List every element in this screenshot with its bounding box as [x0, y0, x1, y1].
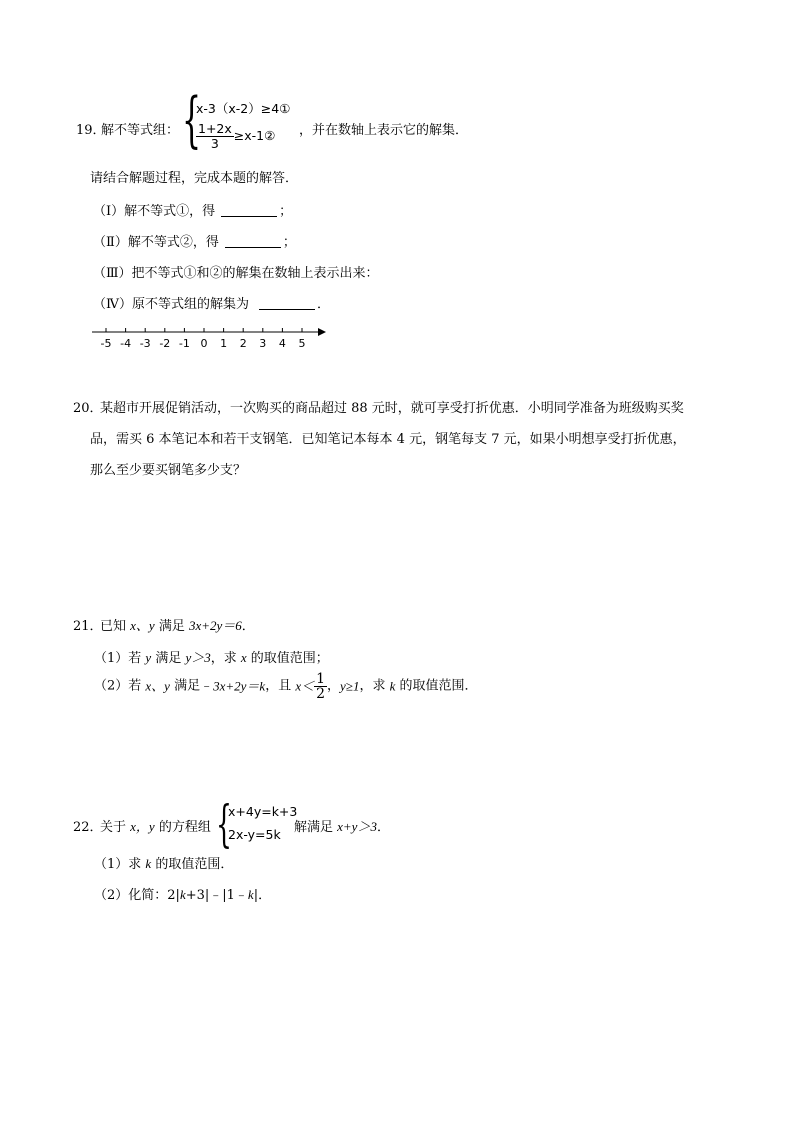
step-2	[93, 231, 296, 250]
question-line-3: 那么至少要买钢笔多少支？	[90, 463, 247, 478]
variables: x、y	[130, 618, 155, 633]
equation-1: x+4y=k+3	[228, 804, 298, 819]
inequality-1: x-3（x-2）≥4①	[196, 101, 291, 116]
text: +3|﹣|1﹣	[185, 888, 248, 903]
answer-blank-1[interactable]	[221, 204, 277, 217]
variables: x，y	[130, 819, 155, 834]
number-line-tick-label: 3	[259, 337, 267, 350]
variable: k	[389, 678, 396, 694]
text: 解满足	[294, 820, 338, 835]
question-tail: ，并在数轴上表示它的解集．	[299, 123, 469, 138]
fraction-numerator: 1	[316, 671, 326, 687]
equation-2: 2x-y=5k	[228, 827, 281, 842]
text: （1）若	[94, 651, 146, 666]
part-1	[94, 853, 233, 872]
condition: x+y＞3	[337, 819, 377, 834]
number-line-tick-label: 5	[298, 337, 306, 350]
variable: k	[145, 856, 152, 871]
part-2	[94, 672, 478, 701]
variables: x、y	[145, 678, 170, 694]
question-stem	[100, 816, 211, 835]
question-number: 22．	[73, 820, 103, 835]
equation: 3x+2y＝6	[188, 618, 242, 633]
instruction: 请结合解题过程，完成本题的解答．	[90, 171, 299, 186]
question-stem-end	[294, 816, 390, 835]
condition: y≥1	[340, 678, 360, 694]
question-number: 21．	[73, 619, 103, 634]
text: 满足﹣	[169, 678, 214, 694]
number-line-arrow	[318, 328, 326, 336]
question-stem	[100, 615, 255, 634]
question-line-1: 某超市开展促销活动，一次购买的商品超过 88 元时，就可享受打折优惠．小明同学准备为班级购买奖	[100, 401, 684, 416]
inequality-2	[196, 122, 275, 151]
text: 满足	[154, 619, 189, 634]
step-2-end: ；	[282, 235, 296, 250]
variable: x	[240, 650, 247, 665]
condition: x＜	[295, 678, 315, 694]
step-3: （Ⅲ）把不等式①和②的解集在数轴上表示出来：	[93, 266, 379, 281]
number-line-tick-label: -2	[159, 337, 171, 350]
fraction-denominator: 3	[210, 136, 219, 151]
question-number: 20．	[73, 401, 103, 416]
text: 关于	[100, 820, 131, 835]
answer-blank-4[interactable]	[259, 297, 315, 310]
text: 满足	[151, 651, 186, 666]
number-line-tick-label: 2	[239, 337, 247, 350]
part-2	[94, 884, 271, 903]
variable: y	[145, 650, 152, 665]
text: ，且	[265, 678, 296, 694]
condition: y＞3	[185, 650, 211, 665]
step-2-label: （Ⅱ）解不等式②，得	[93, 235, 219, 250]
text: ．	[376, 820, 390, 835]
text: （2）若	[94, 678, 146, 694]
part-1	[94, 647, 329, 666]
number-line-tick-label: 1	[220, 337, 228, 350]
number-line-tick-label: 4	[278, 337, 286, 350]
number-line-tick-label: -5	[100, 337, 112, 350]
text: |．	[253, 888, 272, 903]
number-line-tick-label: -3	[139, 337, 151, 350]
question-lead: 解不等式组：	[101, 123, 180, 138]
text: 的取值范围．	[151, 857, 234, 872]
step-4	[93, 293, 330, 312]
number-line	[88, 322, 338, 352]
equation: 3x+2y＝k	[213, 678, 266, 694]
inequality-2-rest: ≥x-1②	[233, 128, 276, 143]
question-number: 19．	[76, 123, 106, 138]
text: ，求	[210, 651, 241, 666]
number-line-tick-label: -1	[178, 337, 190, 350]
text: 已知	[100, 619, 131, 634]
step-1-end: ；	[279, 204, 293, 219]
question-line-2: 品，需买 6 本笔记本和若干支钢笔．已知笔记本每本 4 元，钢笔每支 7 元，如果小明想享受打折优惠，	[90, 432, 686, 447]
fraction-numerator: 1+2x	[198, 121, 232, 136]
variable: k	[247, 887, 254, 902]
step-1	[93, 200, 292, 219]
text: 的方程组	[154, 820, 211, 835]
system-brace: {	[182, 85, 202, 155]
text: （2）化简：2|	[94, 888, 180, 903]
number-line-tick-label: 0	[200, 337, 208, 350]
text: 的取值范围．	[395, 678, 478, 694]
fraction-denominator: 2	[316, 686, 326, 702]
text: ．	[241, 619, 255, 634]
text: ，	[327, 678, 341, 694]
step-4-label: （Ⅳ）原不等式组的解集为	[93, 297, 249, 312]
answer-blank-2[interactable]	[225, 235, 281, 248]
variable: k	[179, 887, 186, 902]
step-4-end: ．	[317, 297, 331, 312]
system-brace: {	[216, 795, 232, 853]
text: （1）求	[94, 857, 146, 872]
text: ，求	[359, 678, 390, 694]
step-1-label: （Ⅰ）解不等式①，得	[93, 204, 216, 219]
text: 的取值范围；	[246, 651, 329, 666]
number-line-tick-label: -4	[120, 337, 132, 350]
